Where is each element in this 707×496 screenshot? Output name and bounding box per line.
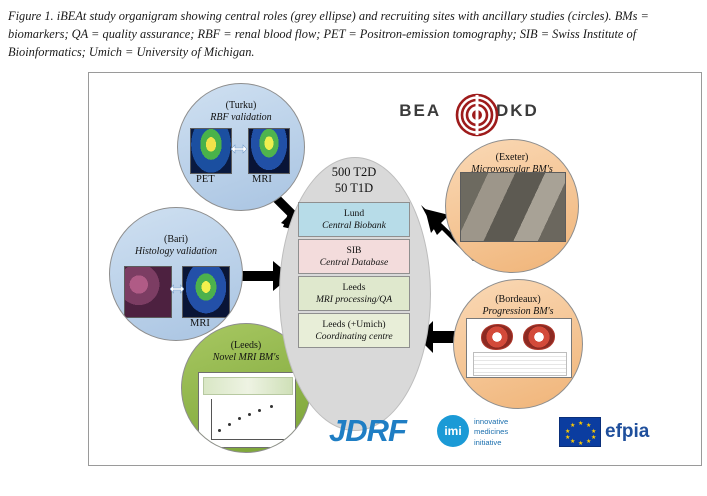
efpia-wordmark: efpia [605, 421, 650, 442]
beat-dkd-logo [389, 89, 549, 137]
kidney-right [523, 324, 555, 350]
imi-logo [437, 411, 553, 451]
site-exeter [445, 139, 579, 273]
beat-rings-icon [455, 93, 499, 137]
imi-line3: initiative [474, 437, 502, 447]
central-box-lund [298, 202, 410, 237]
imi-line2: medicines [474, 427, 509, 437]
site-location: (Bari) [164, 234, 188, 245]
chart-plot [211, 399, 284, 440]
mri-image [182, 266, 230, 318]
site-location: (Bordeaux) [495, 294, 541, 305]
cohort-t1d: 50 T1D [334, 180, 374, 195]
site-location: (Leeds) [230, 340, 262, 351]
figure-caption: Figure 1. iBEAt study organigram showing central roles (grey ellipse) and recruiting sites with ancillary studies (circles). BMs = biomarkers; QA = quality assurance; RBF = renal blood flow; PET = Positron-emission tomography; SIB = Swiss Institute of Bioinformatics; Umich = University of Michigan. [8, 9, 649, 59]
histology-image [124, 266, 172, 318]
organigram-figure [88, 72, 702, 466]
mri-image [248, 128, 290, 174]
site-bordeaux-label [454, 294, 582, 318]
eu-flag-icon: ★ ★ ★ ★ ★ ★ ★ ★ ★ ★ [559, 417, 601, 447]
imi-wordmark [474, 417, 508, 448]
central-box-org: Lund [343, 208, 365, 219]
microvascular-image [460, 172, 566, 242]
central-box-sib [298, 239, 410, 274]
chart-strip [203, 377, 293, 395]
site-bari [109, 207, 243, 341]
central-box-role: Central Biobank [322, 219, 386, 231]
data-table-thumb [473, 352, 567, 376]
imi-badge: imi [437, 415, 469, 447]
site-bordeaux [453, 279, 583, 409]
central-box-org: Leeds (+Umich) [322, 319, 386, 330]
pet-image [190, 128, 232, 174]
site-study: Microvascular BM's [471, 164, 553, 175]
site-study: Histology validation [135, 246, 217, 257]
site-turku-label [178, 100, 304, 124]
jdrf-logo: JDRF [329, 413, 406, 448]
central-box-org: Leeds [342, 282, 366, 293]
central-cohort-title [287, 165, 421, 196]
efpia-logo [559, 411, 679, 451]
central-box-org: SIB [346, 245, 362, 256]
beat-text-right: DKD [495, 101, 539, 120]
pet-caption: PET [196, 174, 215, 185]
kidney-image [466, 318, 572, 378]
site-turku [177, 83, 305, 211]
site-study: RBF validation [210, 112, 272, 123]
mri-caption: MRI [190, 318, 210, 329]
mri-caption: MRI [252, 174, 272, 185]
site-study: Novel MRI BM's [212, 352, 280, 363]
cohort-t2d: 500 T2D [331, 165, 377, 179]
central-box-role: Coordinating centre [315, 330, 393, 342]
central-box-role: Central Database [319, 256, 389, 268]
chart-image [198, 372, 296, 448]
site-study: Progression BM's [482, 306, 554, 317]
imi-line1: innovative [474, 417, 509, 426]
site-bari-label [110, 234, 242, 258]
beat-text-left: BEA [399, 101, 441, 120]
site-location: (Exeter) [495, 152, 529, 163]
central-box-coordinating [298, 313, 410, 348]
site-location: (Turku) [225, 100, 257, 111]
bidirectional-arrow-icon [170, 284, 184, 294]
kidney-left [481, 324, 513, 350]
site-exeter-label [446, 152, 578, 176]
central-box-role: MRI processing/QA [315, 293, 393, 305]
central-box-leeds-mri [298, 276, 410, 311]
bidirectional-arrow-icon [231, 144, 247, 154]
